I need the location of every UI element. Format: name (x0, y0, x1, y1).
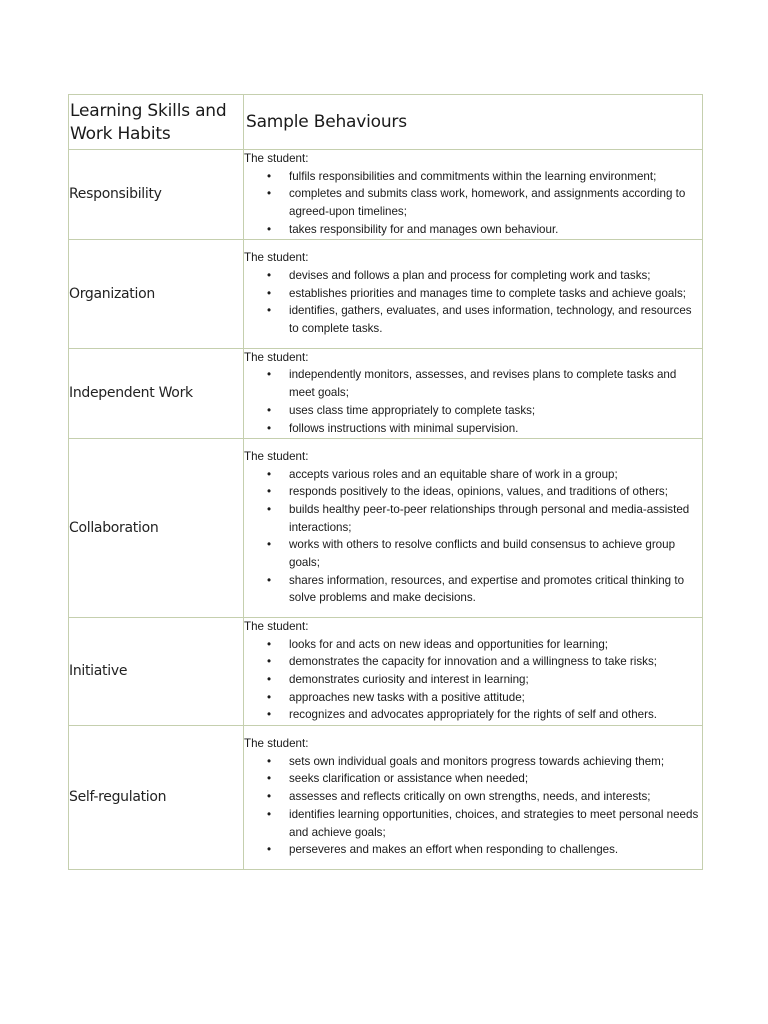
behaviour-text: shares information, resources, and expertise and promotes critical thinking to solve problems and make decisions. (289, 573, 685, 605)
bullet-icon: • (267, 807, 272, 821)
list-item (244, 302, 702, 337)
list-item (244, 806, 702, 841)
skill-name: Organization (69, 239, 244, 348)
list-item (244, 636, 702, 654)
bullet-icon: • (267, 421, 272, 435)
behaviour-text: responds positively to the ideas, opinions, values, and traditions of others; (289, 485, 668, 499)
bullet-icon: • (267, 187, 272, 201)
list-item (244, 572, 702, 607)
list-item (244, 366, 702, 401)
bullet-icon: • (267, 403, 272, 417)
bullet-icon: • (267, 673, 272, 687)
bullet-icon: • (267, 637, 272, 651)
list-item (244, 221, 702, 239)
intro-text: The student: (244, 152, 309, 165)
bullet-icon: • (267, 169, 272, 183)
behaviour-list (244, 267, 702, 338)
list-item (244, 402, 702, 420)
behaviours-cell (244, 348, 703, 438)
behaviour-list (244, 366, 702, 437)
skill-name: Initiative (69, 617, 244, 725)
behaviour-text: fulfils responsibilities and commitments within the learning environment; (289, 169, 657, 183)
behaviour-text: perseveres and makes an effort when responding to challenges. (289, 843, 619, 857)
behaviour-text: completes and submits class work, homework, and assignments according to agreed-upon timelines; (289, 187, 686, 219)
header-sample-behaviours: Sample Behaviours (244, 95, 703, 150)
intro-text: The student: (244, 619, 309, 633)
list-item (244, 689, 702, 707)
intro-text: The student: (244, 350, 309, 364)
table-header-row (69, 95, 703, 150)
behaviour-text: identifies learning opportunities, choices, and strategies to meet personal needs and achieve goals; (289, 807, 699, 839)
behaviour-text: recognizes and advocates appropriately for the rights of self and others. (289, 708, 657, 722)
bullet-icon: • (267, 790, 272, 804)
table-row (69, 725, 703, 869)
table-row (69, 438, 703, 617)
list-item (244, 706, 702, 724)
behaviour-text: looks for and acts on new ideas and opportunities for learning; (289, 637, 609, 651)
list-item (244, 653, 702, 671)
bullet-icon: • (267, 304, 272, 318)
bullet-icon: • (267, 502, 272, 516)
table-row (69, 239, 703, 348)
bullet-icon: • (267, 368, 272, 382)
bullet-icon: • (267, 286, 272, 300)
bullet-icon: • (267, 772, 272, 786)
behaviour-list (244, 636, 702, 725)
bullet-icon: • (267, 538, 272, 552)
behaviours-cell (244, 150, 703, 240)
behaviour-text: establishes priorities and manages time to complete tasks and achieve goals; (289, 286, 686, 300)
behaviours-cell (244, 438, 703, 617)
list-item (244, 501, 702, 536)
behaviour-text: approaches new tasks with a positive attitude; (289, 690, 525, 704)
behaviours-cell (244, 617, 703, 725)
behaviour-text: follows instructions with minimal supervision. (289, 421, 519, 435)
list-item (244, 466, 702, 484)
intro-text: The student: (244, 449, 309, 463)
behaviours-cell (244, 239, 703, 348)
behaviour-text: uses class time appropriately to complete tasks; (289, 403, 536, 417)
list-item (244, 536, 702, 571)
list-item (244, 483, 702, 501)
behaviour-text: sets own individual goals and monitors progress towards achieving them; (289, 754, 665, 768)
behaviour-text: demonstrates the capacity for innovation and a willingness to take risks; (289, 655, 657, 669)
behaviour-text: builds healthy peer-to-peer relationships through personal and media-assisted interactions; (289, 502, 690, 534)
behaviour-text: devises and follows a plan and process for completing work and tasks; (289, 268, 651, 282)
list-item (244, 285, 702, 303)
list-item (244, 770, 702, 788)
skill-name: Responsibility (69, 150, 244, 240)
behaviour-text: seeks clarification or assistance when needed; (289, 772, 529, 786)
skill-name: Independent Work (69, 348, 244, 438)
header-learning-skills: Learning Skills and Work Habits (69, 95, 244, 150)
skill-name: Self-regulation (69, 725, 244, 869)
bullet-icon: • (267, 222, 272, 236)
bullet-icon: • (267, 467, 272, 481)
skill-name: Collaboration (69, 438, 244, 617)
table-row (69, 348, 703, 438)
behaviour-text: identifies, gathers, evaluates, and uses information, technology, and resources to complete tasks. (289, 304, 692, 336)
behaviour-list (244, 753, 702, 859)
bullet-icon: • (267, 573, 272, 587)
table-row (69, 150, 703, 240)
behaviours-cell (244, 725, 703, 869)
list-item (244, 267, 702, 285)
list-item (244, 168, 702, 186)
intro-text: The student: (244, 251, 309, 265)
behaviour-text: assesses and reflects critically on own strengths, needs, and interests; (289, 790, 651, 804)
intro-text: The student: (244, 737, 309, 751)
list-item (244, 671, 702, 689)
behaviour-text: works with others to resolve conflicts and build consensus to achieve group goals; (289, 538, 676, 570)
bullet-icon: • (267, 708, 272, 722)
table-row (69, 617, 703, 725)
behaviour-list (244, 466, 702, 608)
list-item (244, 753, 702, 771)
bullet-icon: • (267, 754, 272, 768)
list-item (244, 841, 702, 859)
learning-skills-table (68, 94, 703, 870)
behaviour-text: takes responsibility for and manages own behaviour. (289, 222, 559, 236)
bullet-icon: • (267, 655, 272, 669)
behaviour-list (244, 168, 702, 239)
behaviour-text: independently monitors, assesses, and revises plans to complete tasks and meet goals; (289, 368, 677, 400)
list-item (244, 420, 702, 438)
bullet-icon: • (267, 268, 272, 282)
bullet-icon: • (267, 485, 272, 499)
bullet-icon: • (267, 843, 272, 857)
list-item (244, 788, 702, 806)
bullet-icon: • (267, 690, 272, 704)
behaviour-text: demonstrates curiosity and interest in learning; (289, 673, 529, 687)
list-item (244, 185, 702, 220)
behaviour-text: accepts various roles and an equitable share of work in a group; (289, 467, 618, 481)
